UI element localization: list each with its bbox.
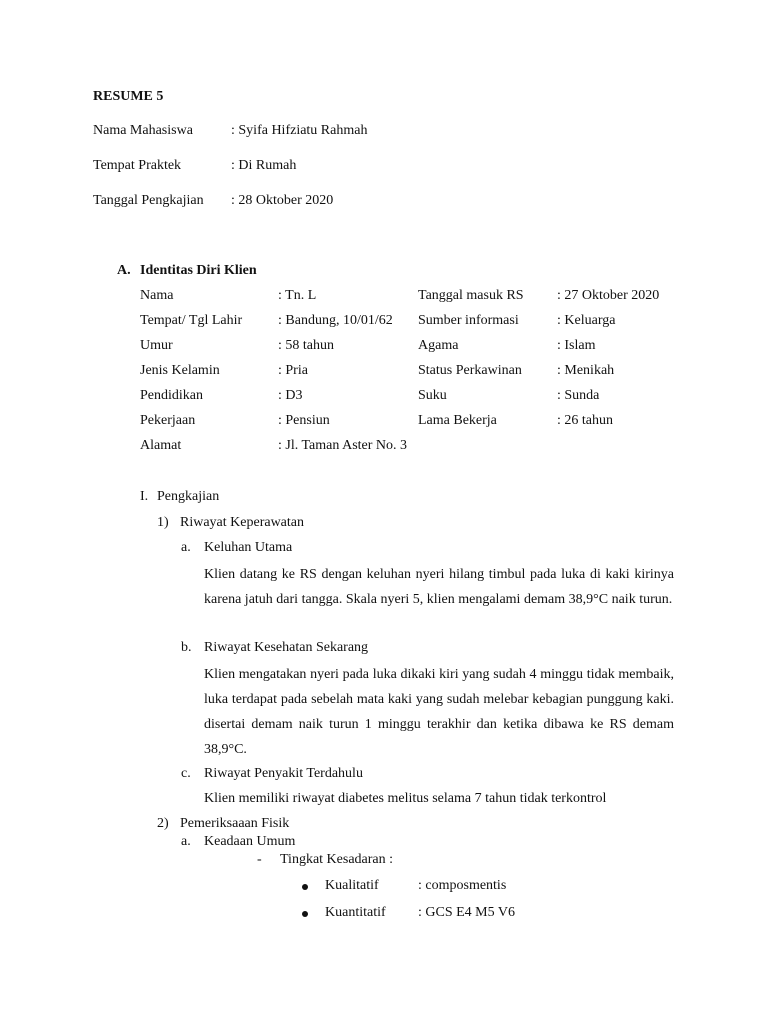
item-c-letter: c.: [181, 766, 191, 781]
identity-label: Tempat/ Tgl Lahir: [140, 313, 243, 328]
identity-label: Status Perkawinan: [418, 363, 522, 378]
identity-value: : Pensiun: [278, 413, 330, 428]
qualitative-label: Kualitatif: [325, 878, 379, 893]
consciousness-level-label: Tingkat Kesadaran :: [280, 852, 394, 867]
assessment-date-value: : 28 Oktober 2020: [231, 193, 334, 208]
identity-value: : Jl. Taman Aster No. 3: [278, 438, 408, 453]
section-i-number: I.: [140, 489, 149, 504]
identity-value: : Sunda: [557, 388, 600, 403]
past-illness-title: Riwayat Penyakit Terdahulu: [204, 766, 363, 781]
identity-label: Umur: [140, 338, 173, 353]
item-a-letter: a.: [181, 540, 191, 555]
current-health-title: Riwayat Kesehatan Sekarang: [204, 640, 369, 655]
practice-place-label: Tempat Praktek: [93, 158, 182, 173]
subsection-1-number: 1): [157, 515, 169, 530]
identity-value: : Menikah: [557, 363, 615, 378]
section-a-letter: A.: [117, 263, 131, 278]
item-a-letter: a.: [181, 834, 191, 849]
qualitative-value: : composmentis: [418, 878, 507, 893]
chief-complaint-title: Keluhan Utama: [204, 540, 293, 555]
bullet-icon: [302, 884, 308, 890]
subsection-2-title: Pemeriksaaan Fisik: [180, 816, 290, 831]
identity-label: Tanggal masuk RS: [418, 288, 524, 303]
current-health-text: Klien mengatakan nyeri pada luka dikaki kiri yang sudah 4 minggu tidak membaik, luka terdapat pada sebelah mata kaki yang sudah melebar kebagian punggung kaki. disertai demam naik turun 1 minggu terakhir dan ketika dibawa ke RS demam 38,9°C.: [204, 667, 674, 757]
quantitative-value: : GCS E4 M5 V6: [418, 905, 515, 920]
chief-complaint-text: Klien datang ke RS dengan keluhan nyeri hilang timbul pada luka di kaki kirinya karena jatuh dari tangga. Skala nyeri 5, klien mengalami demam 38,9°C naik turun.: [204, 567, 674, 607]
quantitative-label: Kuantitatif: [325, 905, 386, 920]
identity-label: Lama Bekerja: [418, 413, 497, 428]
student-name-value: : Syifa Hifziatu Rahmah: [231, 123, 368, 138]
identity-label: Pekerjaan: [140, 413, 196, 428]
assessment-date-label: Tanggal Pengkajian: [93, 193, 204, 208]
identity-value: : 27 Oktober 2020: [557, 288, 660, 303]
dash-marker: -: [257, 852, 262, 867]
page-title: RESUME 5: [93, 89, 164, 104]
identity-label: Nama: [140, 288, 174, 303]
identity-value: : Bandung, 10/01/62: [278, 313, 393, 328]
identity-value: : D3: [278, 388, 303, 403]
section-a-heading: Identitas Diri Klien: [140, 263, 257, 278]
identity-value: : 26 tahun: [557, 413, 613, 428]
identity-label: Jenis Kelamin: [140, 363, 220, 378]
identity-label: Agama: [418, 338, 459, 353]
subsection-2-number: 2): [157, 816, 169, 831]
student-name-label: Nama Mahasiswa: [93, 123, 193, 138]
identity-value: : Keluarga: [557, 313, 616, 328]
general-condition-title: Keadaan Umum: [204, 834, 296, 849]
past-illness-text: Klien memiliki riwayat diabetes melitus selama 7 tahun tidak terkontrol: [204, 791, 607, 806]
subsection-1-title: Riwayat Keperawatan: [180, 515, 304, 530]
section-i-title: Pengkajian: [157, 489, 220, 504]
identity-label: Sumber informasi: [418, 313, 519, 328]
identity-value: : Islam: [557, 338, 596, 353]
practice-place-value: : Di Rumah: [231, 158, 297, 173]
identity-label: Pendidikan: [140, 388, 203, 403]
identity-value: : Pria: [278, 363, 308, 378]
identity-label: Alamat: [140, 438, 182, 453]
identity-value: : Tn. L: [278, 288, 317, 303]
item-b-letter: b.: [181, 640, 192, 655]
identity-label: Suku: [418, 388, 447, 403]
bullet-icon: [302, 911, 308, 917]
identity-value: : 58 tahun: [278, 338, 334, 353]
